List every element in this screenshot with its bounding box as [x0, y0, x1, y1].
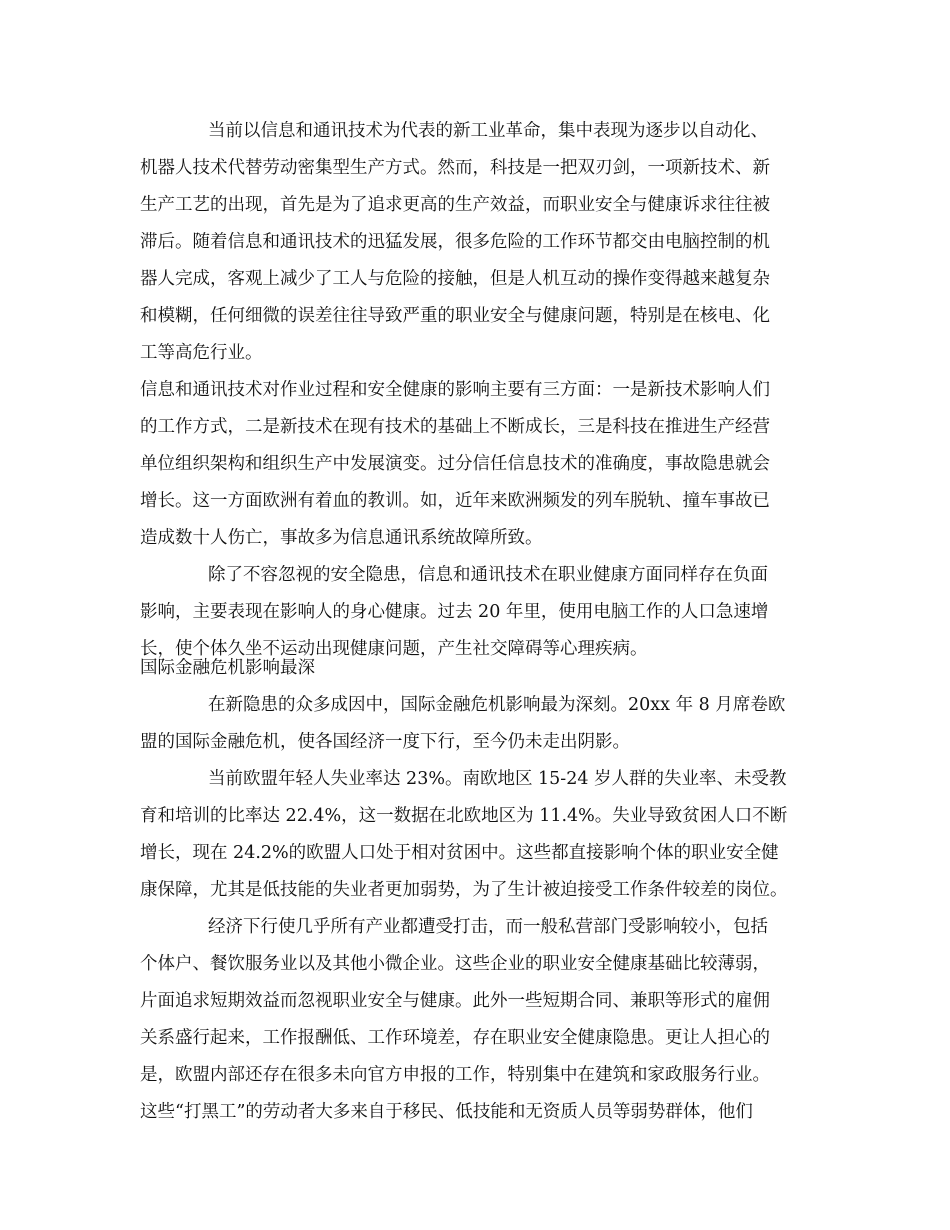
paragraph-financial-crisis	[140, 687, 820, 761]
text-line: 育和培训的比率达 22.4%，这一数据在北欧地区为 11.4%。失业导致贫困人口不断	[140, 806, 788, 826]
text-line: 工等高危行业。	[140, 343, 263, 363]
section-heading	[140, 650, 820, 687]
text-line: 当前以信息和通讯技术为代表的新工业革命，集中表现为逐步以自动化、	[208, 121, 768, 141]
text-line: 信息和通讯技术对作业过程和安全健康的影响主要有三方面：一是新技术影响人们	[140, 380, 770, 400]
text-line: 增长。这一方面欧洲有着血的教训。如，近年来欧洲频发的列车脱轨、撞车事故已	[140, 491, 770, 511]
text-line: 是，欧盟内部还存在很多未向官方申报的工作，特别集中在建筑和家政服务行业。	[140, 1065, 770, 1085]
text-line: 当前欧盟年轻人失业率达 23%。南欧地区 15-24 岁人群的失业率、未受教	[208, 769, 787, 789]
text-line: 这些“打黑工”的劳动者大多来自于移民、低技能和无资质人员等弱势群体，他们	[140, 1102, 753, 1122]
text-line: 经济下行使几乎所有产业都遭受打击，而一般私营部门受影响较小，包括	[208, 917, 768, 937]
text-line: 的工作方式，二是新技术在现有技术的基础上不断成长，三是科技在推进生产经营	[140, 417, 770, 437]
text-line: 生产工艺的出现，首先是为了追求更高的生产效益，而职业安全与健康诉求往往被	[140, 195, 770, 215]
text-line: 单位组织架构和组织生产中发展演变。过分信任信息技术的准确度，事故隐患就会	[140, 454, 770, 474]
paragraph-ict-industrial-revolution	[140, 113, 820, 372]
paragraph-unemployment	[140, 761, 820, 909]
text-line: 影响，主要表现在影响人的身心健康。过去 20 年里，使用电脑工作的人口急速增	[140, 602, 769, 622]
text-line: 盟的国际金融危机，使各国经济一度下行，至今仍未走出阴影。	[140, 732, 630, 752]
text-line: 除了不容忽视的安全隐患，信息和通讯技术在职业健康方面同样存在负面	[208, 565, 768, 585]
text-line: 长，使个体久坐不运动出现健康问题，产生社交障碍等心理疾病。	[140, 639, 648, 659]
text-line: 关系盛行起来，工作报酬低、工作环境差，存在职业安全健康隐患。更让人担心的	[140, 1028, 770, 1048]
heading-text: 国际金融危机影响最深	[140, 658, 315, 678]
text-line: 片面追求短期效益而忽视职业安全与健康。此外一些短期合同、兼职等形式的雇佣	[140, 991, 770, 1011]
text-line: 机器人技术代替劳动密集型生产方式。然而，科技是一把双刃剑，一项新技术、新	[140, 158, 770, 178]
text-line: 和模糊，任何细微的误差往往导致严重的职业安全与健康问题，特别是在核电、化	[140, 306, 770, 326]
text-line: 造成数十人伤亡，事故多为信息通讯系统故障所致。	[140, 528, 543, 548]
text-line: 个体户、餐饮服务业以及其他小微企业。这些企业的职业安全健康基础比较薄弱，	[140, 954, 770, 974]
text-line: 滞后。随着信息和通讯技术的迅猛发展，很多危险的工作环节都交由电脑控制的机	[140, 232, 770, 252]
paragraph-ict-three-aspects	[140, 372, 820, 557]
text-line: 增长，现在 24.2%的欧盟人口处于相对贫困中。这些都直接影响个体的职业安全健	[140, 843, 779, 863]
text-line: 康保障，尤其是低技能的失业者更加弱势，为了生计被迫接受工作条件较差的岗位。	[140, 880, 788, 900]
paragraph-economic-downturn	[140, 909, 820, 1131]
text-line: 在新隐患的众多成因中，国际金融危机影响最为深刻。20xx 年 8 月席卷欧	[208, 695, 786, 715]
text-line: 器人完成，客观上减少了工人与危险的接触，但是人机互动的操作变得越来越复杂	[140, 269, 770, 289]
